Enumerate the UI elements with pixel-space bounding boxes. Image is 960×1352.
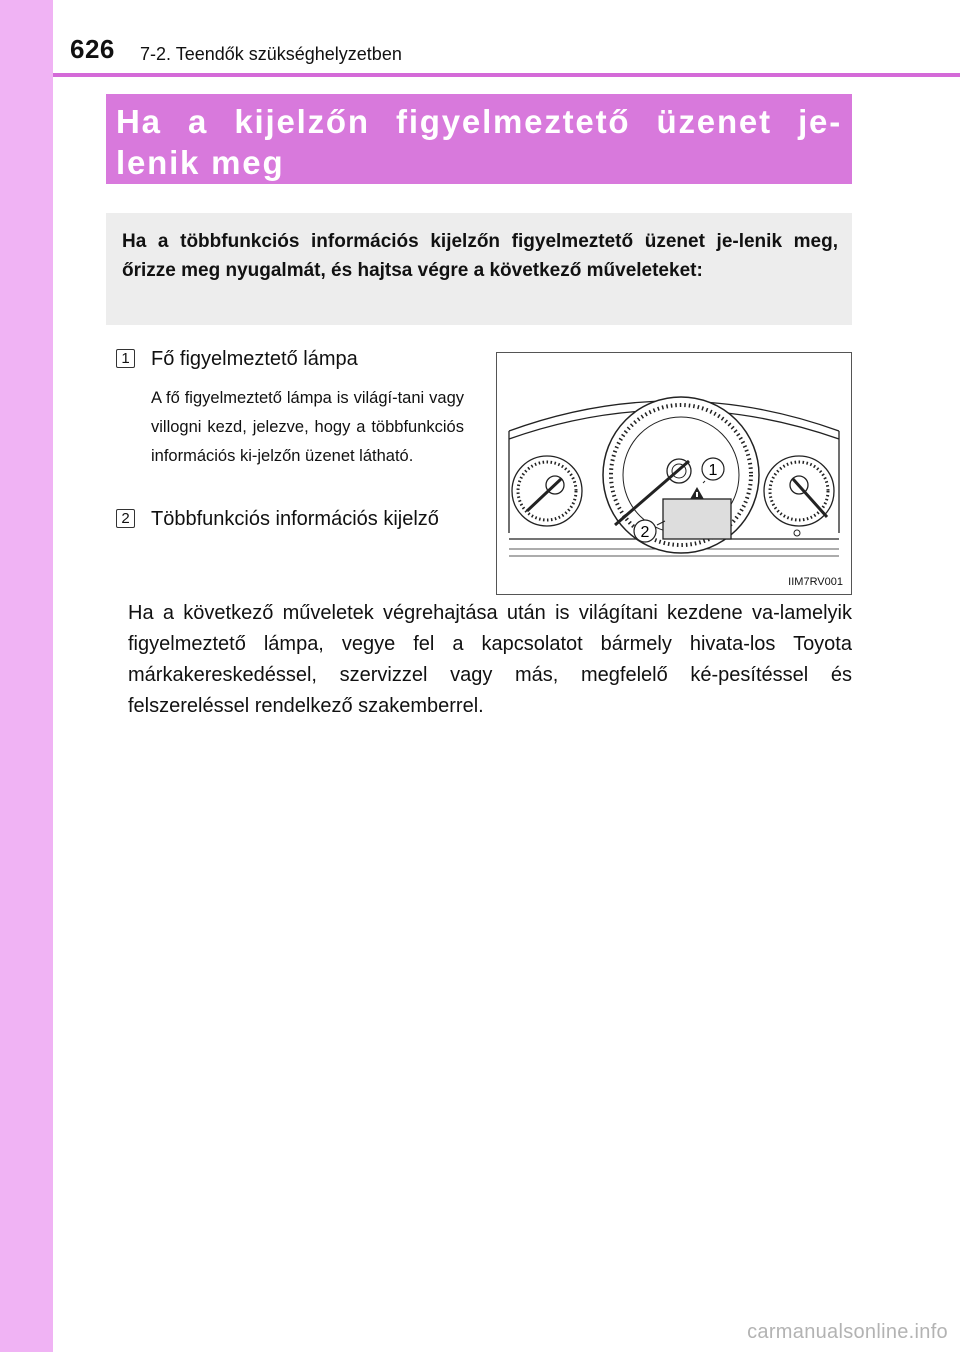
body-paragraph: Ha a következő műveletek végrehajtása után is világítani kezdene va-lamelyik figyelmeztető lámpa, vegye fel a kapcsolatot bármely hivata-los Toyota márkakereskedéssel, szervizzel vagy más, megfelelő ké-pesítéssel és felszereléssel rendelkező szakemberrel.	[128, 602, 852, 717]
left-gauge	[512, 456, 582, 526]
callout-1	[116, 348, 358, 371]
right-gauge	[764, 456, 834, 536]
callout-number-2: 2	[116, 509, 135, 528]
figure-code: IIM7RV001	[788, 576, 843, 588]
header-rule	[53, 73, 960, 77]
intro-box	[106, 213, 852, 325]
multi-info-display	[663, 499, 731, 539]
section-title: Ha a kijelzőn figyelmeztető üzenet je-lenik meg	[116, 103, 842, 181]
callout-description-1: A fő figyelmeztető lámpa is világí-tani vagy villogni kezd, jelezve, hogy a többfunkciós információs ki-jelzőn üzenet látható.	[151, 389, 464, 465]
page-number: 626	[70, 34, 115, 64]
marker-2-label: 2	[640, 524, 650, 541]
callout-number-1: 1	[116, 349, 135, 368]
chapter-title: 7-2. Teendők szükséghelyzetben	[140, 44, 402, 64]
footer-watermark: carmanualsonline.info	[747, 1321, 948, 1343]
callout-2	[116, 508, 439, 531]
instrument-cluster-illustration	[497, 353, 850, 593]
callout-label-2: Többfunkciós információs kijelző	[151, 508, 439, 530]
section-banner	[106, 94, 852, 184]
side-tab	[0, 0, 53, 1352]
instrument-cluster-figure	[496, 352, 852, 595]
marker-1-label: 1	[708, 462, 718, 479]
callout-label-1: Fő figyelmeztető lámpa	[151, 348, 358, 370]
intro-text: Ha a többfunkciós információs kijelzőn figyelmeztető üzenet je-lenik meg, őrizze meg nyugalmát, és hajtsa végre a következő műveleteket:	[122, 231, 838, 281]
